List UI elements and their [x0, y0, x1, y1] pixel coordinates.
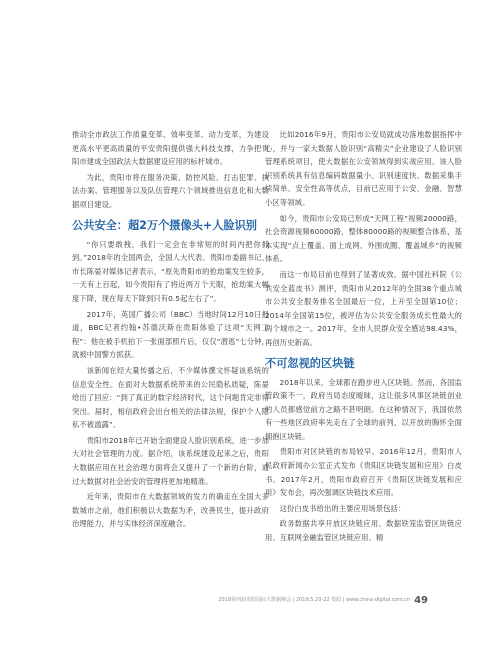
page-footer: [72, 593, 428, 607]
body-paragraph: 推动全市政法工作质量变革、效率变革、动力变革，为建设更高水平更高质量的平安贵阳提供强大科技支撑，力争把贵阳市建成全国政法大数据建设应用的标杆城市。: [72, 130, 269, 167]
body-paragraph: 近年来，贵阳市在大数据领域的发力的确走在全国大多数城市之前，他们积极以大数据为矛，改善民生，提升政府治理能力，并与实体经济深度融合。: [72, 492, 269, 529]
body-paragraph: 为此，贵阳市将在服务决策、防控风险、打击犯罪、执法办案、管理服务以及队伍管理六个领域推进信息化和大数据项目建设。: [72, 172, 269, 209]
body-paragraph: 贵阳市对区块链的布局较早。2016年12月，贵阳市人民政府新闻办公室正式发布《贵阳区块链发展和应用》白皮书。2017年2月，贵阳市政府召开《贵阳区块链发展和应用》发布会，再次强调区块链技术应用。: [265, 447, 462, 498]
section-heading-blockchain: 不可忽视的区块链: [265, 356, 355, 370]
body-paragraph: 政务数据共享开放区块链应用、数据铁笼监管区块链应用、互联网金融监管区块链应用、精: [265, 519, 462, 543]
body-paragraph: 比如2016年9月，贵阳市公安局就成功落地数据指挥中心，并与一家大数据人脸识别“高精尖”企业建设了人脸识别管理系统项目，使大数据在公安领域得到实战应用。该人脸识别系统具有信息编码数据量小、识别速度快、数据采集手续简单、安全性高等优点，目前已应用于公安、金融、智慧小区等领域。: [265, 130, 462, 207]
footer-note: 2019第四届贵阳国际大数据峰会 | 2019.5.20-22 贵阳 | www.china-digital.com.cn: [218, 596, 411, 603]
body-paragraph: 该新闻在经大量传播之后，不少媒体撰文怀疑该系统的信息安全性。在面对大数据系统带来的公民隐私质疑，陈晏给出了回应：“到了真正的数字经济时代，这个问题肯定非常突出。届时，相信政府会出台相关的法律法规，保护个人隐私不被滥露”。: [72, 365, 269, 430]
page-number: 49: [414, 594, 428, 606]
right-column: [265, 128, 462, 547]
body-paragraph: 2017年，英国广播公司（BBC）当地时间12月10日报道，BBC记者约翰•苏德沃斯在贵阳体验了这项“天网工程”：他在被手机拍下一张面部照片后，仅仅“潜逃”七分钟，就被中国警方抓获。: [72, 309, 269, 360]
body-paragraph: “你只要敢拽，我们一定会在非常短的时间内把你抓到。”2018年的全国两会，全国人大代表、贵阳市委副书记、市长陈晏对媒体记者表示，“原先贵阳市的抢劫案发生较多，一天有上百起，如今贵阳有了将近两万个天眼，抢劫案大幅度下降，现在每天下降到只有0.5起左右了”。: [72, 239, 269, 303]
section-heading-public-safety: 公共安全：超2万个摄像头+人脸识别: [72, 218, 257, 232]
body-paragraph: 如今，贵阳市公安局已形成“天网工程”视频20000路，社会资源视频60000路，整体80000路的视频整合体系，基本实现“点上覆盖、面上成网、外围成圈、覆盖城乡”的视频体系。: [265, 213, 462, 264]
footer-right: [218, 595, 428, 606]
body-paragraph: 这份白皮书给出的主要应用场景包括：: [279, 503, 406, 513]
body-paragraph: 2018年以来，全球都在跑步进入区块链。然而，各国监管政策不一，政府当局态度暧昧，这让很多风事区块链创业的人员都感觉前方之路不甚明朗。在这种情况下，我国依然有一些地区政府率先走在了全球的前列，以开放的胸怀全面拥抱区块链。: [265, 377, 462, 441]
body-paragraph: 贵阳市2018年已开始全面建设人脸识别系统，进一步加大对社会管理的力度。据介绍，该系统建设起来之后，贵阳大数据应用在社会治理方面将会又提升了一个新的台阶，通过大数据对社会治安的管理将更加地精准。: [72, 435, 269, 486]
left-column: [72, 128, 269, 533]
body-paragraph: 而这一布局目前也得到了显著成效。据中国社科院《公共安全蓝皮书》测评，贵阳市从2012年的全国38个重点城市公共安全服务排名全国最后一位，上升至全国第10位；2014年全国第15位，被评估为公共安全服务成长性最大的两个城市之一。2017年，全市人民群众安全感达98.43%，再创历史新高。: [265, 269, 462, 347]
